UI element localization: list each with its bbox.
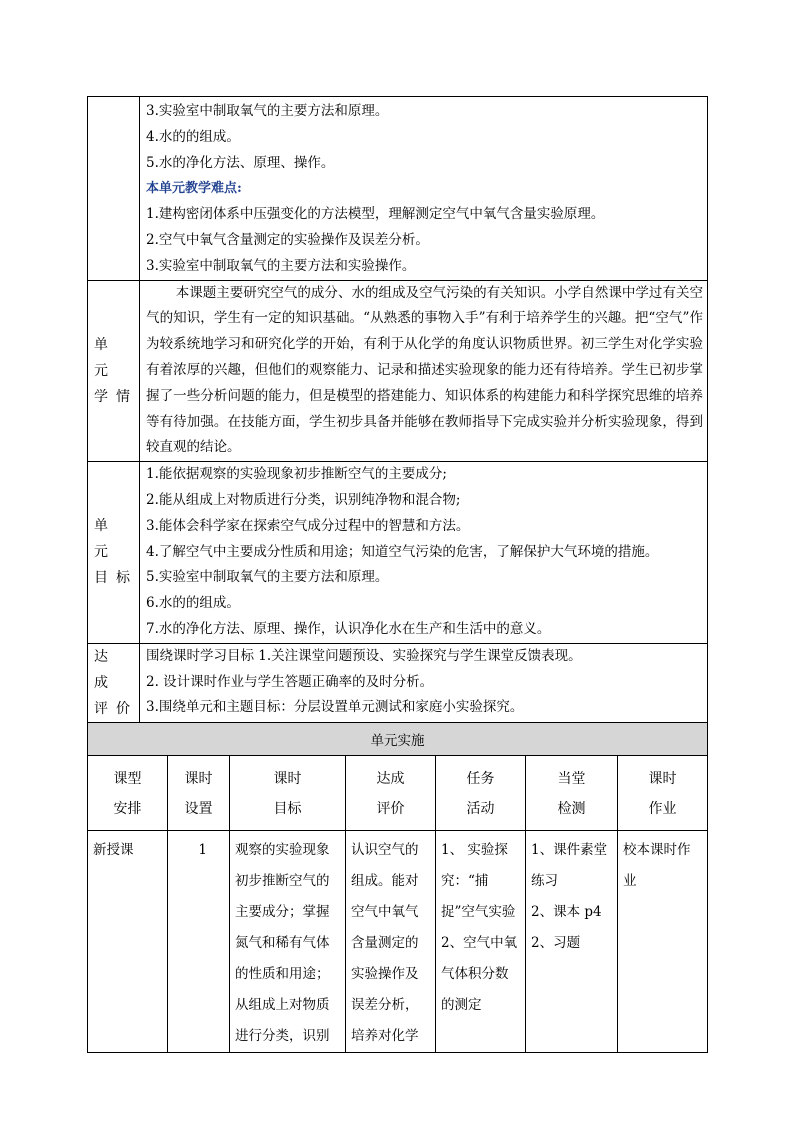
cell-homework: 校本课时作业 (618, 830, 708, 1052)
key-point-line: 4.水的的组成。 (146, 128, 240, 145)
implementation-header-row (88, 755, 708, 830)
cell-evaluation: 认识空气的组成。能对空气中氧气含量测定的实验操作及误差分析，培养对化学 (346, 830, 436, 1052)
implementation-title: 单元实施 (88, 722, 708, 755)
assessment-label: 达 成 评价 (88, 643, 140, 722)
header-activity: 任务 活动 (436, 755, 526, 830)
empty-label-cell (88, 97, 140, 281)
cell-lesson-goal: 观察的实验现象初步推断空气的主要成分；掌握氮气和稀有气体的性质和用途；从组成上对物质进行分类，识别 (230, 830, 346, 1052)
table-row (88, 830, 708, 1052)
key-points-cell (140, 97, 708, 281)
difficulty-heading: 本单元教学难点: (146, 181, 242, 197)
unit-goals-row (88, 462, 708, 644)
assessment-item: 2. 设计课时作业与学生答题正确率的及时分析。 (146, 673, 434, 690)
assessment-row (88, 643, 708, 722)
goal-item: 6.水的的组成。 (146, 595, 240, 612)
header-evaluation: 达成 评价 (346, 755, 436, 830)
cell-hours: 1 (168, 830, 230, 1052)
assessment-item: 3.围绕单元和主题目标：分层设置单元测试和家庭小实验探究。 (146, 699, 524, 716)
header-check: 当堂 检测 (526, 755, 618, 830)
key-point-line: 5.水的净化方法、原理、操作。 (146, 154, 335, 171)
header-lesson-goal: 课时 目标 (230, 755, 346, 830)
difficulty-line: 2.空气中氧气含量测定的实验操作及误差分析。 (146, 231, 429, 248)
header-course-type: 课型 安排 (88, 755, 168, 830)
goal-item: 2.能从组成上对物质进行分类，识别纯净物和混合物; (146, 491, 461, 508)
unit-goals-cell (140, 462, 708, 644)
difficulty-line: 1.建构密闭体系中压强变化的方法模型，理解测定空气中氧气含量实验原理。 (146, 206, 605, 223)
goal-item: 7.水的净化方法、原理、操作，认识净化水在生产和生活中的意义。 (146, 620, 551, 637)
cell-activity: 1、 实验探究：“捕捉”空气实验 2、空气中氧气体积分数的测定 (436, 830, 526, 1052)
student-situation-row (88, 280, 708, 462)
header-homework: 课时 作业 (618, 755, 708, 830)
unit-plan-table (87, 96, 708, 723)
lesson-plan-page (87, 96, 707, 1053)
unit-goals-label: 单 元 目标 (88, 462, 140, 644)
difficulty-line: 3.实验室中制取氧气的主要方法和实验操作。 (146, 257, 416, 274)
student-situation-text: 本课题主要研究空气的成分、水的组成及空气污染的有关知识。小学自然课中学过有关空气的知识，学生有一定的知识基础。“从熟悉的事物入手”有利于培养学生的兴趣。把“空气”作为较系统地学习和研究化学的开始，有利于从化学的角度认识物质世界。初三学生对化学实验有着浓厚的兴趣，但他们的观察能力、记录和描述实验现象的能力还有待培养。学生已初步掌握了一些分析问题的能力，但是模型的搭建能力、知识体系的构建能力和科学探究思维的培养等有待加强。在技能方面，学生初步具备并能够在教师指导下完成实验并分析实验现象，得到较直观的结论。 (146, 284, 703, 456)
cell-course-type: 新授课 (88, 830, 168, 1052)
header-hours: 课时 设置 (168, 755, 230, 830)
goal-item: 5.实验室中制取氧气的主要方法和原理。 (146, 569, 389, 586)
key-point-line: 3.实验室中制取氧气的主要方法和原理。 (146, 103, 389, 119)
assessment-cell (140, 643, 708, 722)
implementation-table (87, 722, 708, 1053)
goal-item: 1.能依据观察的实验现象初步推断空气的主要成分; (146, 466, 447, 483)
key-points-row (88, 97, 708, 281)
goal-item: 4.了解空气中主要成分性质和用途；知道空气污染的危害，了解保护大气环境的措施。 (146, 543, 659, 560)
student-situation-cell (140, 280, 708, 462)
cell-check: 1、课件素堂练习 2、课本 p42、习题 (526, 830, 618, 1052)
student-situation-label: 单 元 学情 (88, 280, 140, 462)
goal-item: 3.能体会科学家在探索空气成分过程中的智慧和方法。 (146, 517, 470, 534)
assessment-item: 围绕课时学习目标 1.关注课堂问题预设、实验探究与学生课堂反馈表现。 (146, 647, 582, 664)
